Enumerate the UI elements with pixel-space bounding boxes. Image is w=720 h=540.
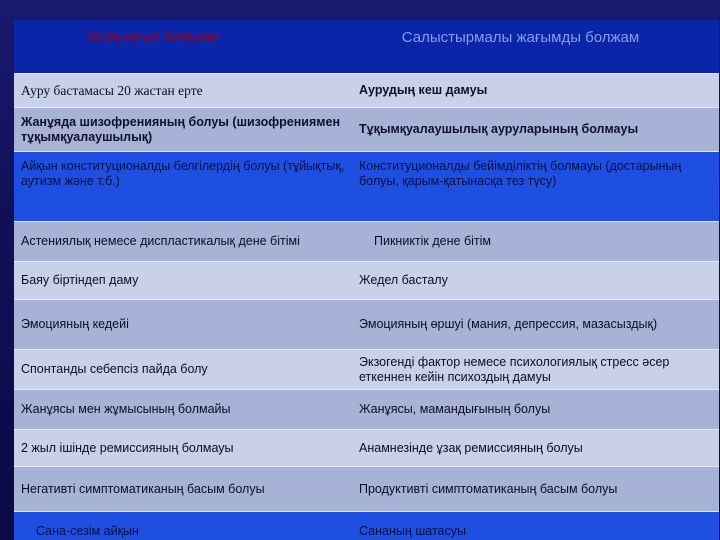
negative-factor: Айқын конституционалды белгілердің болуы (тұйықтық, аутизм және т.б.) — [14, 151, 352, 221]
positive-factor: Тұқымқуалаушылық ауруларының болмауы — [352, 107, 719, 151]
table-row — [14, 349, 719, 389]
table-row — [14, 389, 719, 429]
negative-factor: Ауру бастамасы 20 жастан ерте — [14, 73, 352, 107]
positive-factor: Жанұясы, мамандығының болуы — [352, 389, 719, 429]
negative-factor: Негативті симптоматиканың басым болуы — [14, 466, 352, 511]
prognosis-comparison-table — [14, 20, 719, 540]
negative-factor: Жанұяда шизофренияның болуы (шизофрениямен тұқымқуалаушылық) — [14, 107, 352, 151]
table-row — [14, 429, 719, 466]
table-row — [14, 221, 719, 261]
table-header-row — [14, 20, 719, 73]
table-row — [14, 466, 719, 511]
negative-factor: Эмоцияның кедейі — [14, 299, 352, 349]
positive-factor: Конституционалды бейімділіктің болмауы (достарының болуы, қарым-қатынасқа тез түсу) — [352, 151, 719, 221]
table-row — [14, 299, 719, 349]
table-row — [14, 151, 719, 221]
positive-factor: Экзогенді фактор немесе психологиялық стресс әсер еткеннен кейін психоздың дамуы — [352, 349, 719, 389]
negative-factor: Астениялық немесе диспластикалық дене бітімі — [14, 221, 352, 261]
table-row — [14, 261, 719, 299]
positive-factor: Пикниктік дене бітім — [352, 221, 719, 261]
positive-factor: Жедел басталу — [352, 261, 719, 299]
positive-factor: Сананың шатасуы — [352, 511, 719, 540]
negative-factor: Сана-сезім айқын — [14, 511, 352, 540]
negative-factor: Жанұясы мен жұмысының болмайы — [14, 389, 352, 429]
negative-factor: 2 жыл ішінде ремиссияның болмауы — [14, 429, 352, 466]
positive-factor: Продуктивті симптоматиканың басым болуы — [352, 466, 719, 511]
table-row — [14, 73, 719, 107]
negative-factor: Баяу біртіндеп даму — [14, 261, 352, 299]
positive-factor: Анамнезінде ұзақ ремиссияның болуы — [352, 429, 719, 466]
positive-factor: Эмоцияның өршуі (мания, депрессия, мазасыздық) — [352, 299, 719, 349]
header-positive-prognosis: Салыстырмалы жағымды болжам — [352, 20, 719, 73]
table-row — [14, 107, 719, 151]
negative-factor: Спонтанды себепсіз пайда болу — [14, 349, 352, 389]
positive-factor: Аурудың кеш дамуы — [352, 73, 719, 107]
table-row — [14, 511, 719, 540]
header-negative-prognosis: Жағымсыз болжам — [14, 20, 352, 73]
